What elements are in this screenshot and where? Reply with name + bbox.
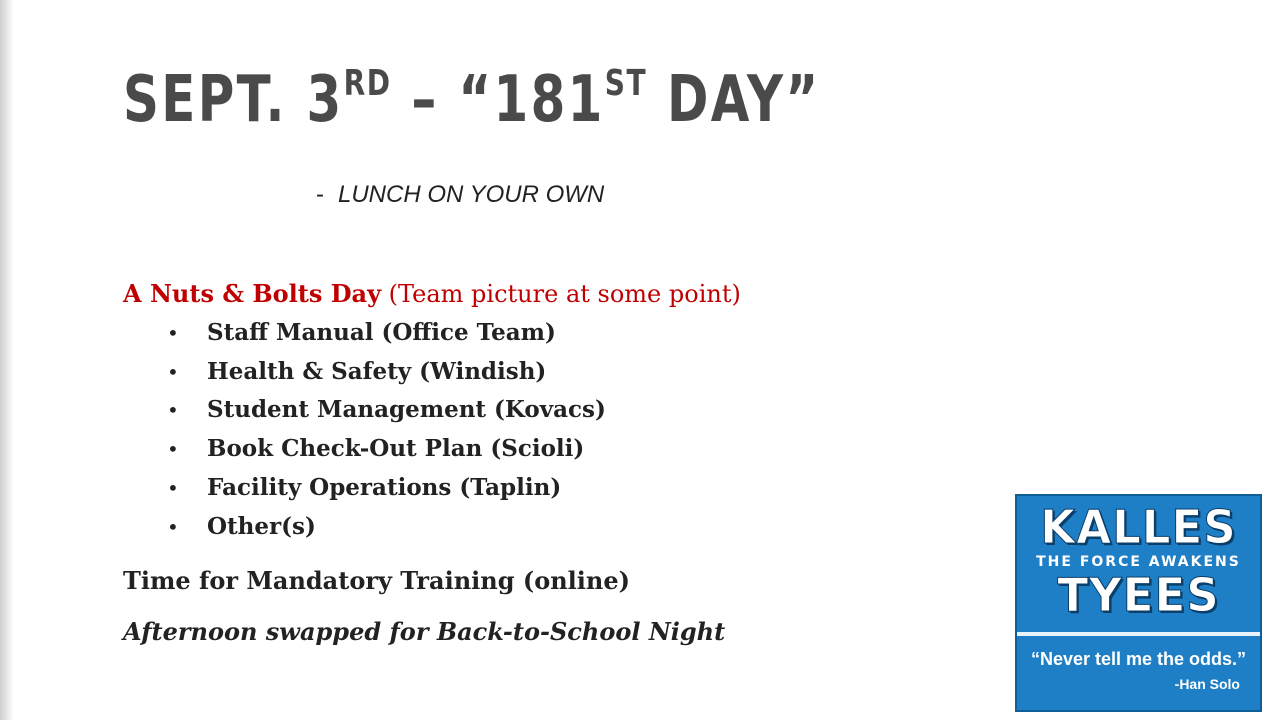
list-item [123,469,963,508]
slide-edge-shadow [0,0,14,720]
bullet-icon: • [167,514,179,539]
subtitle [316,181,604,209]
subtitle-text: LUNCH ON YOUR OWN [338,181,605,208]
bullet-icon: • [167,321,179,345]
list-item-text: Health & Safety (Windish) [207,357,547,385]
list-item-text: Facility Operations (Taplin) [207,473,562,501]
afternoon-line: Afternoon swapped for Back-to-School Night [123,617,726,647]
title-day-number: – “181 [391,63,605,137]
training-line: Time for Mandatory Training (online) [123,566,630,596]
slide-content [123,278,963,646]
list-item [123,430,963,469]
intro-bold: A Nuts & Bolts Day [123,279,382,308]
list-item-text: Other(s) [207,512,316,540]
title-date: SEPT. 3 [123,63,344,137]
logo-tagline: THE FORCE AWAKENS [1036,554,1241,570]
list-item [123,353,963,392]
intro-line [123,278,963,310]
list-item [123,314,963,353]
list-item [123,508,963,547]
bullet-icon: • [167,359,179,384]
bullet-icon: • [167,398,179,423]
topic-list [123,314,963,546]
list-item-text: Book Check-Out Plan (Scioli) [207,435,585,463]
logo-quote-author: -Han Solo [1174,676,1240,692]
title-day-label: DAY” [647,63,821,137]
bullet-icon: • [167,475,179,500]
title-day-suffix: ST [604,63,648,104]
school-logo-badge [1015,494,1262,712]
intro-rest: (Team picture at some point) [381,280,741,308]
list-item-text: Staff Manual (Office Team) [207,319,556,346]
title-date-suffix: RD [343,63,392,104]
logo-quote: “Never tell me the odds.” [1030,649,1247,669]
bullet-icon: • [167,437,179,462]
subtitle-dash: - [316,181,324,208]
logo-divider [1017,632,1260,636]
logo-line-kalles: KALLES [1040,500,1237,554]
list-item-text: Student Management (Kovacs) [207,396,606,424]
list-item [123,391,963,430]
slide-title [123,62,821,139]
logo-line-tyees: TYEES [1057,568,1220,622]
